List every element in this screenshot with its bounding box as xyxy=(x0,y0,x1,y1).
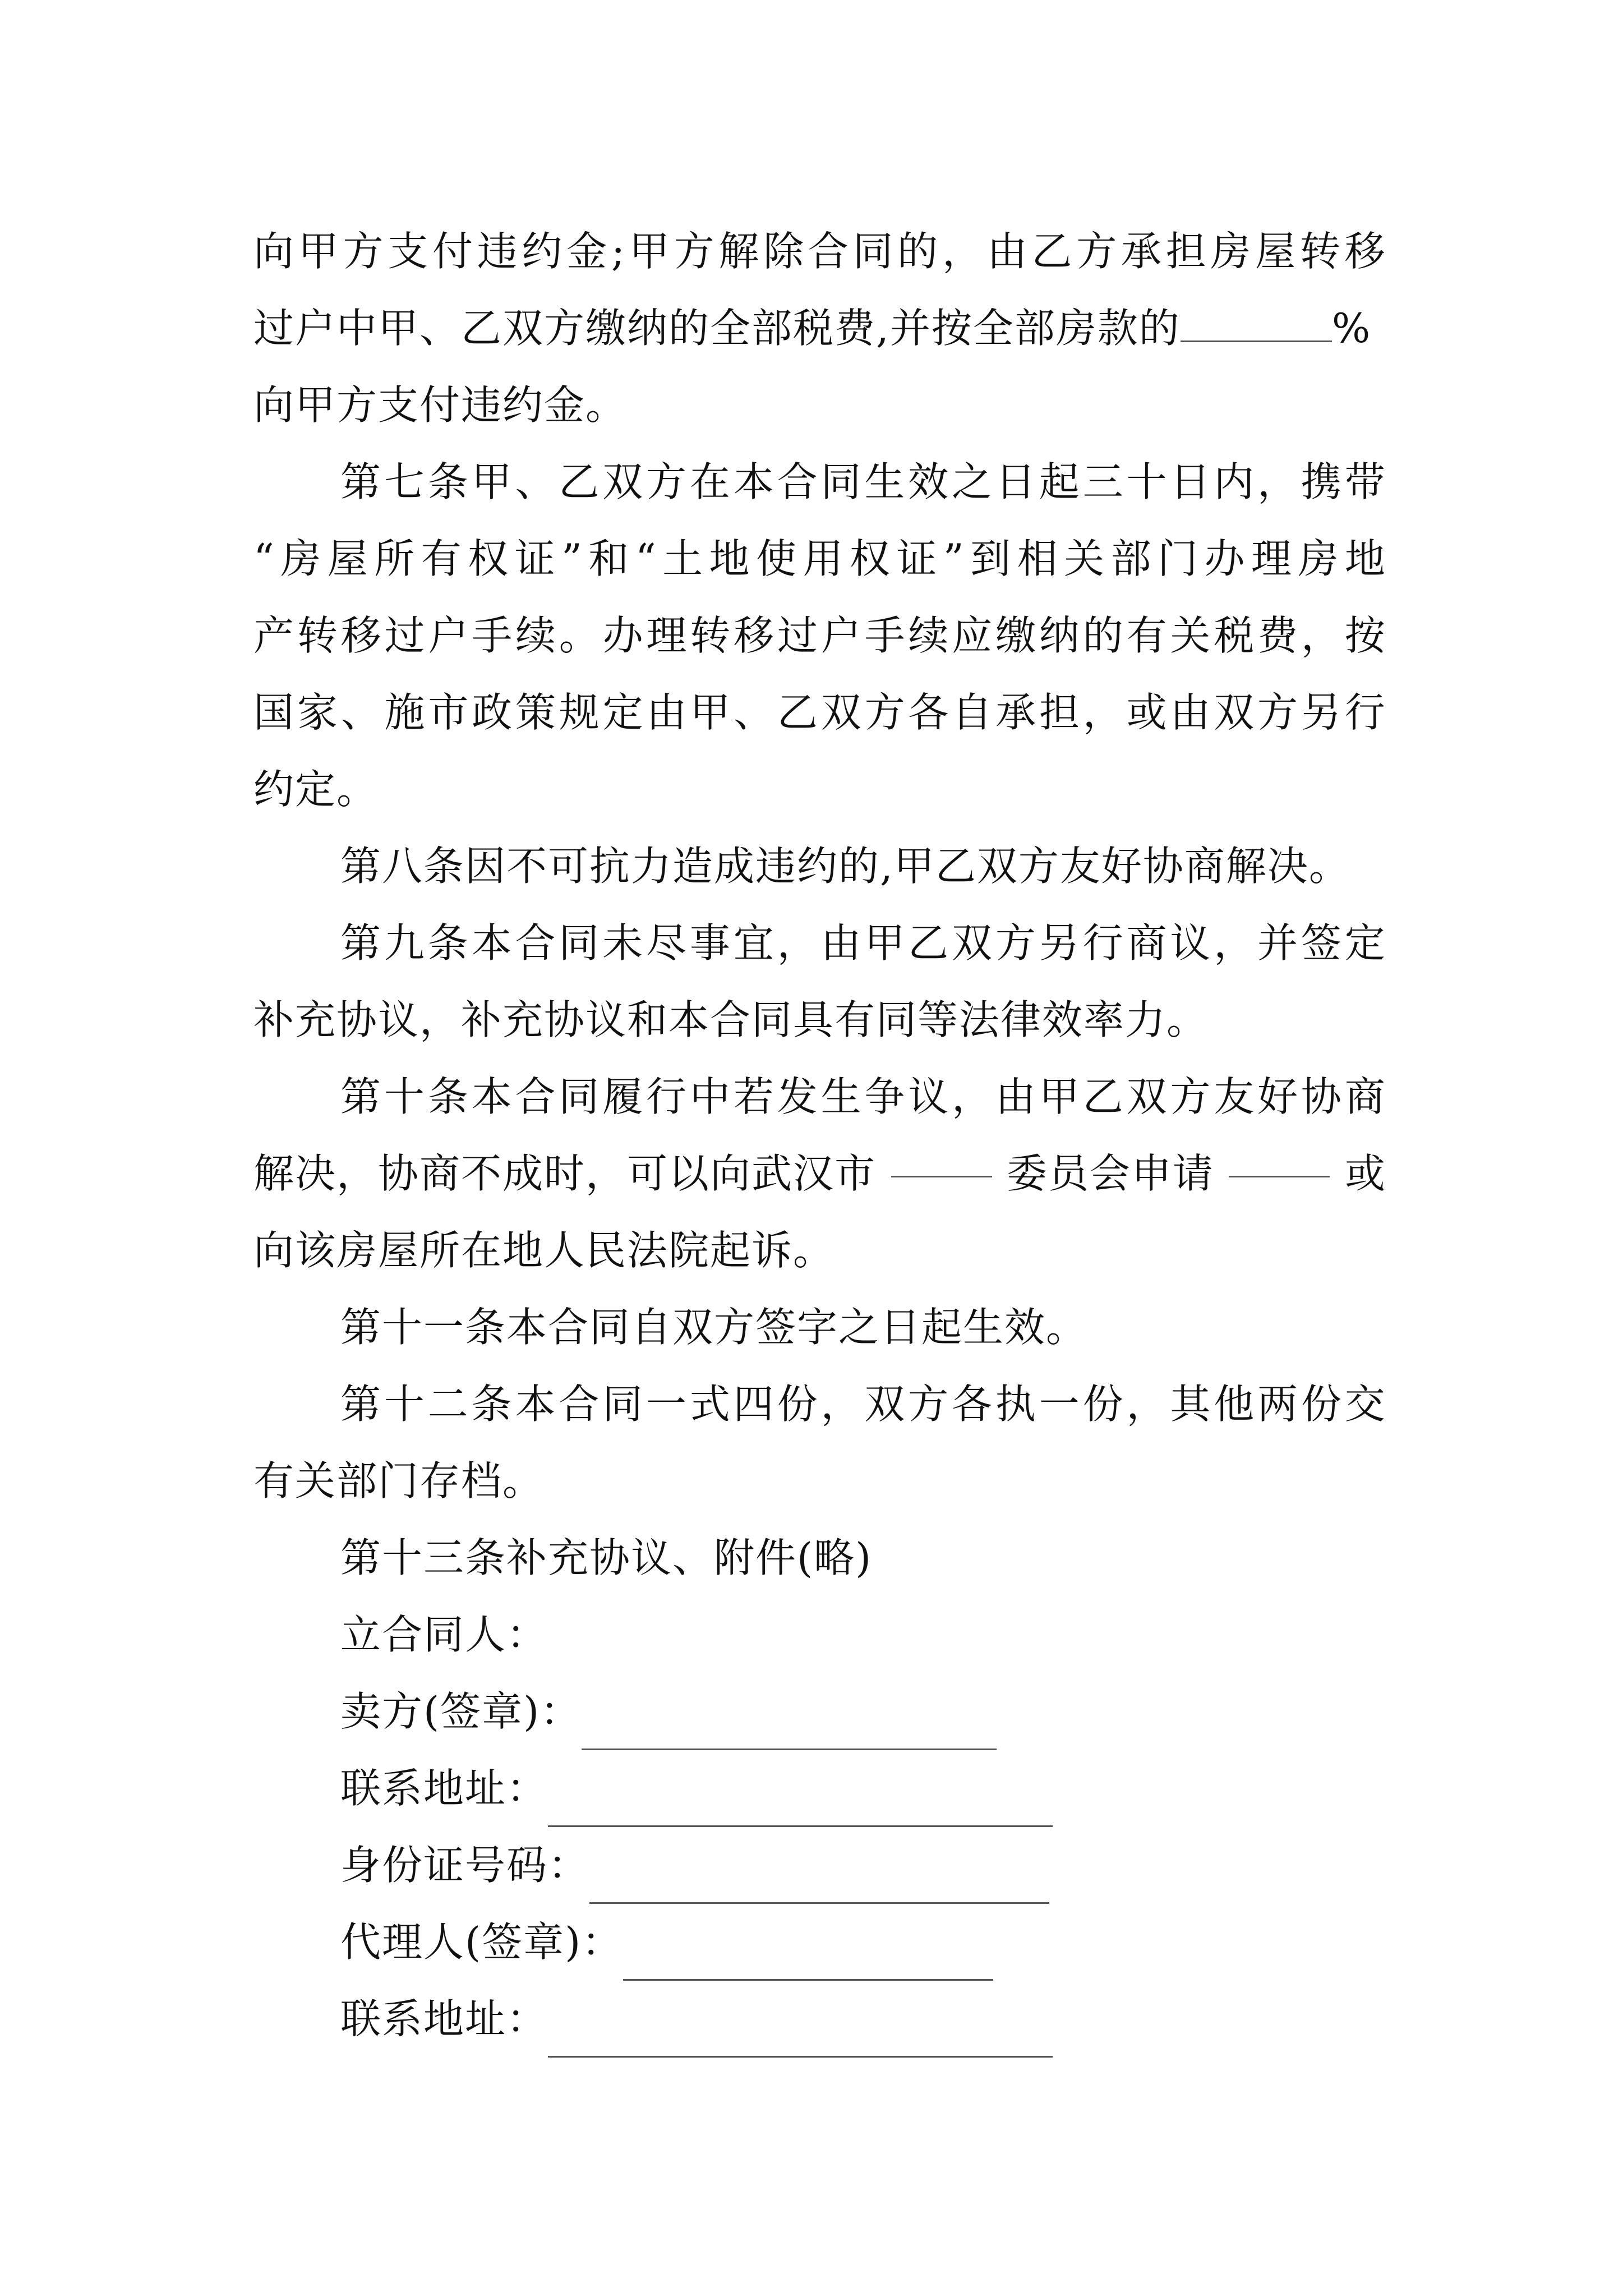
text-char: 起 xyxy=(1039,458,1081,505)
text-char: 相 xyxy=(1017,535,1059,582)
text-char: 乙 xyxy=(1082,1073,1124,1120)
text-char: 地 xyxy=(709,535,751,582)
paragraph-line: 补充协议，补充协议和本合同具有同等法律效率力。 xyxy=(253,996,1209,1043)
text-char: 方 xyxy=(343,228,385,275)
text-char: 第 xyxy=(340,1073,382,1120)
text-char: 议 xyxy=(1170,919,1212,967)
paragraph-line xyxy=(253,674,1386,751)
text-char: 携 xyxy=(1301,458,1343,505)
text-char: 同 xyxy=(559,1073,601,1120)
text-char: 另 xyxy=(1039,919,1081,967)
blank-application[interactable] xyxy=(1229,1135,1330,1177)
text-char: 好 xyxy=(1257,1073,1299,1120)
text-char: 两 xyxy=(1257,1381,1299,1428)
text-char: 由 xyxy=(1170,689,1212,736)
agent-signature-field[interactable] xyxy=(623,1939,993,1981)
text-char: 由 xyxy=(820,919,863,967)
paragraph-line xyxy=(253,597,1386,674)
text-char: 效 xyxy=(908,458,950,505)
text-char: 移 xyxy=(1344,228,1386,275)
text-char: 日 xyxy=(1170,458,1212,505)
text-char: ， xyxy=(1257,458,1299,505)
text-char: ” xyxy=(561,535,583,582)
text-char: 甲 xyxy=(690,689,732,736)
text-char: 九 xyxy=(384,919,426,967)
text-char: 双 xyxy=(1214,689,1256,736)
text-char: 协 xyxy=(1301,1073,1343,1120)
text-char: 商 xyxy=(1344,1073,1386,1120)
text-char: 房 xyxy=(280,535,322,582)
text-char: ” xyxy=(943,535,965,582)
text-char: 执 xyxy=(995,1381,1037,1428)
text-char: 条 xyxy=(427,458,469,505)
seller-label: 卖方(签章)： xyxy=(340,1688,582,1735)
agent-address-field[interactable] xyxy=(548,2016,1053,2058)
paragraph-line: 约定。 xyxy=(253,766,379,813)
text-char: 生 xyxy=(820,1073,863,1120)
id-number-field[interactable] xyxy=(589,1862,1049,1904)
text-char: 按 xyxy=(1344,612,1386,659)
text-char: ; xyxy=(611,228,626,275)
text-char: 生 xyxy=(864,458,906,505)
text-char: 手 xyxy=(864,612,906,659)
text-char: ， xyxy=(1301,612,1343,659)
paragraph-line: 有关部门存档。 xyxy=(253,1457,545,1504)
text-char: 移 xyxy=(734,612,776,659)
article-12-line xyxy=(253,1366,1386,1443)
text-char: 理 xyxy=(1251,535,1293,582)
text-char: 、 xyxy=(340,689,382,736)
text-char: 纳 xyxy=(1039,612,1081,659)
text-char: 权 xyxy=(849,535,891,582)
text-char: 第 xyxy=(340,919,382,967)
paragraph-line xyxy=(253,213,1386,290)
text-char: 合 xyxy=(777,458,819,505)
id-label: 身份证号码： xyxy=(340,1842,590,1889)
text-char: ， xyxy=(942,228,984,275)
text-char: 或 xyxy=(1126,689,1168,736)
text-char: 转 xyxy=(297,612,339,659)
text-char: 房 xyxy=(1210,228,1252,275)
text-char: 用 xyxy=(803,535,845,582)
text-char: 双 xyxy=(602,458,644,505)
text-char: 有 xyxy=(1126,612,1168,659)
text-char: 合 xyxy=(515,1073,557,1120)
text-span: 委员会申请 xyxy=(1006,1150,1214,1197)
text-char: 证 xyxy=(514,535,556,582)
text-char: 约 xyxy=(522,228,564,275)
text-char: 本 xyxy=(471,1073,513,1120)
text-char: 之 xyxy=(952,458,994,505)
address-label: 联系地址： xyxy=(340,1765,548,1812)
text-char: 其 xyxy=(1170,1381,1212,1428)
text-char: 过 xyxy=(384,612,426,659)
article-13-line: 第十三条补充协议、附件(略) xyxy=(340,1534,873,1581)
text-char: 门 xyxy=(1158,535,1200,582)
text-char: 向 xyxy=(253,228,296,275)
text-char: 方 xyxy=(864,689,906,736)
text-char: 支 xyxy=(388,228,430,275)
text-char: 产 xyxy=(253,612,296,659)
text-char: 同 xyxy=(820,458,863,505)
text-char: 第 xyxy=(340,1381,382,1428)
text-char: 由 xyxy=(986,228,1029,275)
text-char: 三 xyxy=(1082,458,1124,505)
text-char: ， xyxy=(820,1381,863,1428)
text-span: 过户中甲、乙双方缴纳的全部税费,并按全部房款的 xyxy=(253,305,1181,352)
text-char: 乙 xyxy=(908,919,950,967)
text-char: 关 xyxy=(1170,612,1212,659)
signature-heading: 立合同人： xyxy=(340,1611,548,1658)
text-char: 由 xyxy=(646,689,688,736)
text-char: 另 xyxy=(1301,689,1343,736)
text-char: 定 xyxy=(1344,919,1386,967)
text-char: 条 xyxy=(427,1073,469,1120)
text-char: 办 xyxy=(602,612,644,659)
text-char: ， xyxy=(1126,1381,1168,1428)
text-char: 甲 xyxy=(629,228,671,275)
seller-signature-field[interactable] xyxy=(582,1708,997,1750)
text-char: 办 xyxy=(1204,535,1246,582)
text-char: 屋 xyxy=(327,535,369,582)
text-char: 合 xyxy=(559,1381,601,1428)
text-char: 承 xyxy=(995,689,1038,736)
text-char: 转 xyxy=(690,612,732,659)
text-char: 并 xyxy=(1257,919,1299,967)
text-char: 续 xyxy=(515,612,557,659)
contract-page xyxy=(253,213,1386,2058)
text-char: 本 xyxy=(471,919,513,967)
text-char: 第 xyxy=(340,458,382,505)
text-char: 定 xyxy=(602,689,644,736)
text-char: 方 xyxy=(995,919,1037,967)
text-char: 付 xyxy=(432,228,474,275)
text-char: 方 xyxy=(1257,689,1299,736)
paragraph-line: 向甲方支付违约金。 xyxy=(253,381,628,429)
text-char: “ xyxy=(635,535,657,582)
text-char: 政 xyxy=(472,689,514,736)
text-char: 双 xyxy=(1126,1073,1168,1120)
paragraph-line: 向该房屋所在地人民法院起诉。 xyxy=(253,1227,835,1274)
text-char: 方 xyxy=(1076,228,1118,275)
text-char: 在 xyxy=(689,458,731,505)
address-label: 联系地址： xyxy=(340,1995,548,2042)
text-char: 屋 xyxy=(1255,228,1297,275)
text-char: 规 xyxy=(559,689,601,736)
text-char: 尽 xyxy=(646,919,688,967)
text-char: 日 xyxy=(995,458,1037,505)
text-char: 施 xyxy=(384,689,426,736)
text-char: 方 xyxy=(674,228,716,275)
text-char: 履 xyxy=(602,1073,644,1120)
text-char: 本 xyxy=(515,1381,557,1428)
text-char: 十 xyxy=(384,1073,426,1120)
paragraph-line xyxy=(253,521,1386,597)
text-char: 承 xyxy=(1121,228,1163,275)
agent-signature-row xyxy=(253,1904,1386,1981)
agent-address-row xyxy=(253,1981,1386,2058)
text-char: 份 xyxy=(1082,1381,1124,1428)
text-char: 费 xyxy=(1257,612,1299,659)
text-char: 同 xyxy=(602,1381,644,1428)
text-char: 、 xyxy=(515,458,557,505)
text-char: 四 xyxy=(733,1381,775,1428)
text-char: 担 xyxy=(1039,689,1081,736)
seller-address-field[interactable] xyxy=(548,1785,1053,1827)
text-char: 双 xyxy=(864,1381,906,1428)
text-char: 所 xyxy=(374,535,416,582)
text-char: 证 xyxy=(896,535,938,582)
text-char: 策 xyxy=(515,689,557,736)
text-char: 若 xyxy=(733,1073,775,1120)
text-char: 带 xyxy=(1344,458,1386,505)
text-char: 合 xyxy=(808,228,850,275)
text-char: ， xyxy=(777,919,819,967)
text-char: 条 xyxy=(471,1381,513,1428)
text-char: 双 xyxy=(820,689,863,736)
text-char: ， xyxy=(952,1073,994,1120)
text-char: 签 xyxy=(1301,919,1343,967)
text-char: 十 xyxy=(1126,458,1168,505)
text-char: 同 xyxy=(559,919,601,967)
text-char: 除 xyxy=(763,228,805,275)
text-char: 到 xyxy=(970,535,1012,582)
article-11-line: 第十一条本合同自双方签字之日起生效。 xyxy=(340,1304,1088,1351)
text-char: 发 xyxy=(777,1073,819,1120)
text-char: 担 xyxy=(1165,228,1207,275)
text-char: 乙 xyxy=(1031,228,1073,275)
text-char: 宜 xyxy=(733,919,775,967)
text-char: 部 xyxy=(1110,535,1152,582)
text-char: 房 xyxy=(1298,535,1340,582)
text-char: 一 xyxy=(646,1381,688,1428)
article-8-line: 第八条因不可抗力造成违约的,甲乙双方友好协商解决。 xyxy=(340,843,1350,890)
text-char: 份 xyxy=(777,1381,819,1428)
article-7-line xyxy=(253,444,1386,521)
text-char: 中 xyxy=(689,1073,731,1120)
agent-label: 代理人(签章)： xyxy=(340,1918,624,1966)
text-char: 七 xyxy=(384,458,426,505)
text-char: 理 xyxy=(646,612,688,659)
text-char: 双 xyxy=(952,919,994,967)
text-char: 交 xyxy=(1344,1381,1386,1428)
text-char: 缴 xyxy=(995,612,1038,659)
text-char: 争 xyxy=(864,1073,906,1120)
text-char: 行 xyxy=(646,1073,688,1120)
text-char: 转 xyxy=(1299,228,1341,275)
text-char: ， xyxy=(1214,919,1256,967)
text-char: 国 xyxy=(253,689,296,736)
text-char: 条 xyxy=(427,919,469,967)
text-char: 违 xyxy=(477,228,519,275)
text-char: 土 xyxy=(662,535,704,582)
text-char: 方 xyxy=(1170,1073,1212,1120)
text-char: 未 xyxy=(602,919,644,967)
text-char: 税 xyxy=(1214,612,1256,659)
text-char: 使 xyxy=(756,535,798,582)
text-span: 解决，协商不成时，可以向武汉市 xyxy=(253,1150,877,1197)
text-char: 。 xyxy=(559,612,601,659)
text-char: 方 xyxy=(908,1381,950,1428)
text-char: 份 xyxy=(1301,1381,1343,1428)
text-char: 应 xyxy=(952,612,994,659)
text-char: 甲 xyxy=(864,919,906,967)
text-char: 甲 xyxy=(471,458,513,505)
text-char: 同 xyxy=(852,228,895,275)
text-char: 合 xyxy=(515,919,557,967)
text-char: 甲 xyxy=(298,228,340,275)
text-char: 的 xyxy=(897,228,939,275)
text-char: 家 xyxy=(297,689,339,736)
text-char: 地 xyxy=(1344,535,1386,582)
id-number-row xyxy=(253,1827,1386,1904)
text-char: 关 xyxy=(1064,535,1106,582)
text-char: 权 xyxy=(468,535,510,582)
text-char: 内 xyxy=(1214,458,1256,505)
text-char: ， xyxy=(1082,689,1124,736)
text-char: 过 xyxy=(777,612,819,659)
article-10-line xyxy=(253,1059,1386,1135)
article-9-line xyxy=(253,905,1386,982)
text-char: 有 xyxy=(421,535,463,582)
text-span: 或 xyxy=(1344,1150,1386,1197)
paragraph-line xyxy=(253,290,1386,367)
text-char: 乙 xyxy=(559,458,601,505)
text-char: 二 xyxy=(427,1381,469,1428)
blank-percent[interactable] xyxy=(1181,300,1332,342)
text-char: 本 xyxy=(733,458,775,505)
paragraph-line xyxy=(253,1135,1386,1212)
text-char: 友 xyxy=(1214,1073,1256,1120)
text-char: 式 xyxy=(689,1381,731,1428)
text-char: 方 xyxy=(646,458,688,505)
text-char: 自 xyxy=(952,689,994,736)
text-char: 市 xyxy=(428,689,470,736)
text-span: % xyxy=(1331,305,1372,352)
seller-address-row xyxy=(253,1750,1386,1827)
text-char: 移 xyxy=(340,612,382,659)
text-char: 一 xyxy=(1039,1381,1081,1428)
seller-signature-row xyxy=(253,1673,1386,1750)
text-char: 行 xyxy=(1344,689,1386,736)
text-char: 的 xyxy=(1082,612,1124,659)
text-char: 户 xyxy=(428,612,470,659)
text-char: 各 xyxy=(908,689,950,736)
text-char: 金 xyxy=(566,228,608,275)
text-char: 和 xyxy=(588,535,630,582)
text-char: 甲 xyxy=(1039,1073,1081,1120)
text-char: 户 xyxy=(820,612,863,659)
text-char: 续 xyxy=(908,612,950,659)
text-char: 商 xyxy=(1126,919,1168,967)
text-char: 、 xyxy=(734,689,776,736)
text-char: 事 xyxy=(689,919,731,967)
text-char: 行 xyxy=(1082,919,1124,967)
text-char: 各 xyxy=(952,1381,994,1428)
text-char: “ xyxy=(253,535,275,582)
text-char: 解 xyxy=(718,228,760,275)
text-char: 乙 xyxy=(777,689,819,736)
blank-committee[interactable] xyxy=(891,1135,992,1177)
text-char: 手 xyxy=(472,612,514,659)
text-char: 议 xyxy=(908,1073,950,1120)
text-char: 由 xyxy=(995,1073,1037,1120)
text-char: 他 xyxy=(1214,1381,1256,1428)
text-char: 十 xyxy=(384,1381,426,1428)
